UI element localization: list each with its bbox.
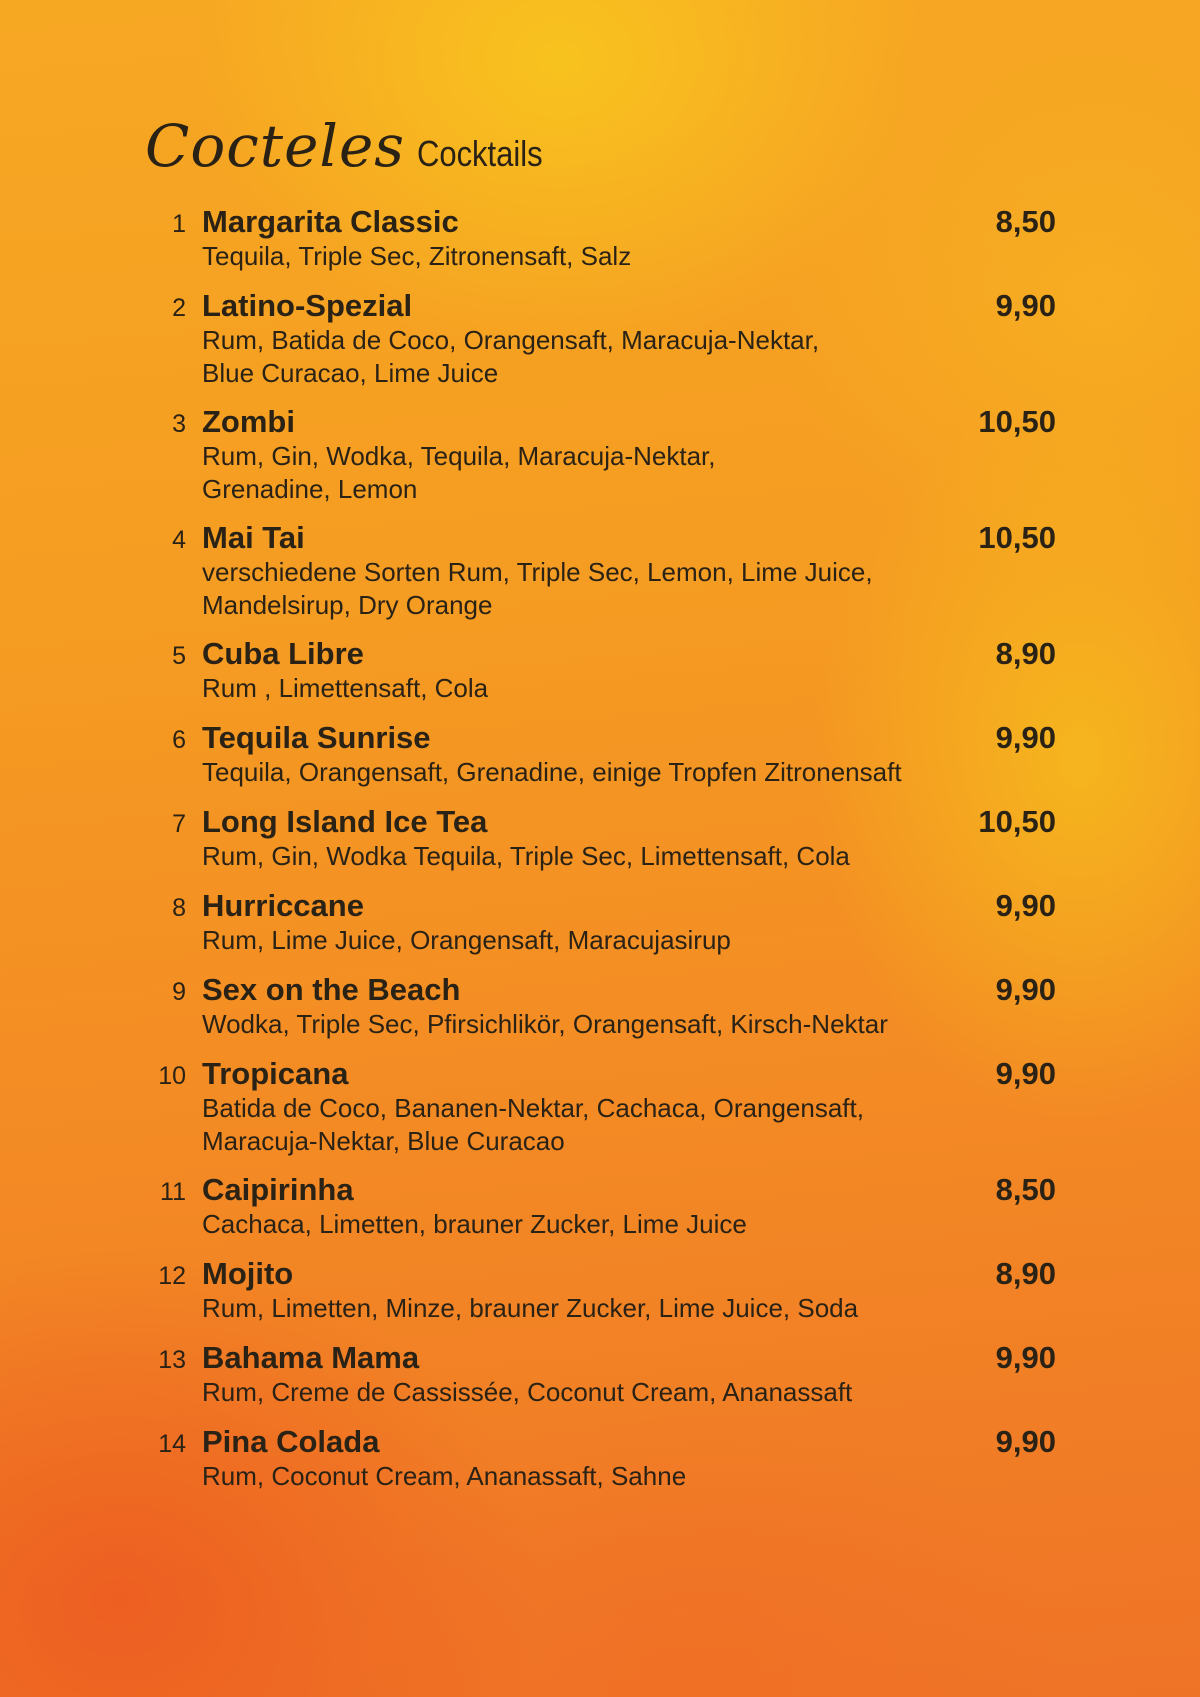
item-name: Tropicana — [202, 1056, 349, 1091]
item-ingredients: Rum, Gin, Wodka, Tequila, Maracuja-Nektar, Grenadine, Lemon — [202, 441, 716, 504]
item-price: 9,90 — [995, 888, 1056, 923]
menu-item — [140, 888, 1060, 957]
item-name: Caipirinha — [202, 1172, 354, 1207]
item-price: 10,50 — [978, 804, 1056, 839]
item-ingredients: Rum, Batida de Coco, Orangensaft, Maracuja-Nektar, Blue Curacao, Lime Juice — [202, 325, 820, 388]
item-number: 5 — [172, 642, 186, 670]
item-ingredients: Rum, Coconut Cream, Ananassaft, Sahne — [202, 1461, 687, 1491]
item-ingredients: Tequila, Triple Sec, Zitronensaft, Salz — [202, 241, 632, 271]
item-name: Sex on the Beach — [202, 972, 461, 1007]
menu-item — [140, 972, 1060, 1041]
heading-spanish: Cocteles — [145, 112, 406, 180]
item-price: 8,90 — [995, 1256, 1056, 1291]
item-ingredients: Tequila, Orangensaft, Grenadine, einige Tropfen Zitronensaft — [202, 757, 902, 787]
item-name: Long Island Ice Tea — [202, 804, 488, 839]
item-number: 9 — [172, 978, 186, 1006]
item-number: 4 — [172, 526, 186, 554]
item-ingredients: Rum, Gin, Wodka Tequila, Triple Sec, Limettensaft, Cola — [202, 841, 850, 871]
menu-item — [140, 1056, 1060, 1157]
item-price: 9,90 — [995, 1424, 1056, 1459]
item-name: Latino-Spezial — [202, 288, 413, 323]
item-number: 8 — [172, 894, 186, 922]
item-number: 1 — [172, 210, 186, 238]
menu-item — [140, 288, 1060, 389]
menu-item — [140, 404, 1060, 505]
item-name: Mojito — [202, 1256, 294, 1291]
item-ingredients: Rum, Lime Juice, Orangensaft, Maracujasirup — [202, 925, 731, 955]
item-ingredients: Rum, Creme de Cassissée, Coconut Cream, Ananassaft — [202, 1377, 853, 1407]
item-price: 9,90 — [995, 1056, 1056, 1091]
item-ingredients: Wodka, Triple Sec, Pfirsichlikör, Orangensaft, Kirsch-Nektar — [202, 1009, 888, 1039]
item-number: 14 — [158, 1430, 186, 1458]
heading-german: Cocktails — [417, 133, 543, 174]
item-number: 12 — [158, 1262, 186, 1290]
item-number: 10 — [158, 1062, 186, 1090]
item-number: 7 — [172, 810, 186, 838]
item-name: Tequila Sunrise — [202, 720, 431, 755]
item-name: Cuba Libre — [202, 636, 364, 671]
item-name: Zombi — [202, 404, 295, 439]
item-name: Hurriccane — [202, 888, 364, 923]
item-price: 9,90 — [995, 972, 1056, 1007]
item-price: 10,50 — [978, 404, 1056, 439]
item-name: Bahama Mama — [202, 1340, 420, 1375]
item-name: Margarita Classic — [202, 204, 459, 239]
menu-item — [140, 204, 1060, 273]
item-number: 13 — [158, 1346, 186, 1374]
item-ingredients: verschiedene Sorten Rum, Triple Sec, Lemon, Lime Juice, Mandelsirup, Dry Orange — [202, 557, 873, 620]
item-ingredients: Rum , Limettensaft, Cola — [202, 673, 489, 703]
item-price: 9,90 — [995, 720, 1056, 755]
item-price: 8,90 — [995, 636, 1056, 671]
item-number: 11 — [160, 1178, 186, 1206]
item-number: 3 — [172, 410, 186, 438]
item-name: Pina Colada — [202, 1424, 380, 1459]
menu-item — [140, 720, 1060, 789]
menu-item — [140, 804, 1060, 873]
item-number: 2 — [172, 294, 186, 322]
menu-item — [140, 1172, 1060, 1241]
item-price: 9,90 — [995, 288, 1056, 323]
item-name: Mai Tai — [202, 520, 305, 555]
menu-item — [140, 1424, 1060, 1493]
item-number: 6 — [172, 726, 186, 754]
menu-item — [140, 1340, 1060, 1409]
item-price: 8,50 — [995, 1172, 1056, 1207]
item-ingredients: Rum, Limetten, Minze, brauner Zucker, Lime Juice, Soda — [202, 1293, 859, 1323]
item-price: 8,50 — [995, 204, 1056, 239]
menu-item — [140, 1256, 1060, 1325]
item-ingredients: Cachaca, Limetten, brauner Zucker, Lime Juice — [202, 1209, 747, 1239]
item-price: 10,50 — [978, 520, 1056, 555]
menu-item — [140, 520, 1060, 621]
menu-item — [140, 636, 1060, 705]
item-ingredients: Batida de Coco, Bananen-Nektar, Cachaca, Orangensaft, Maracuja-Nektar, Blue Curacao — [202, 1093, 864, 1156]
item-price: 9,90 — [995, 1340, 1056, 1375]
